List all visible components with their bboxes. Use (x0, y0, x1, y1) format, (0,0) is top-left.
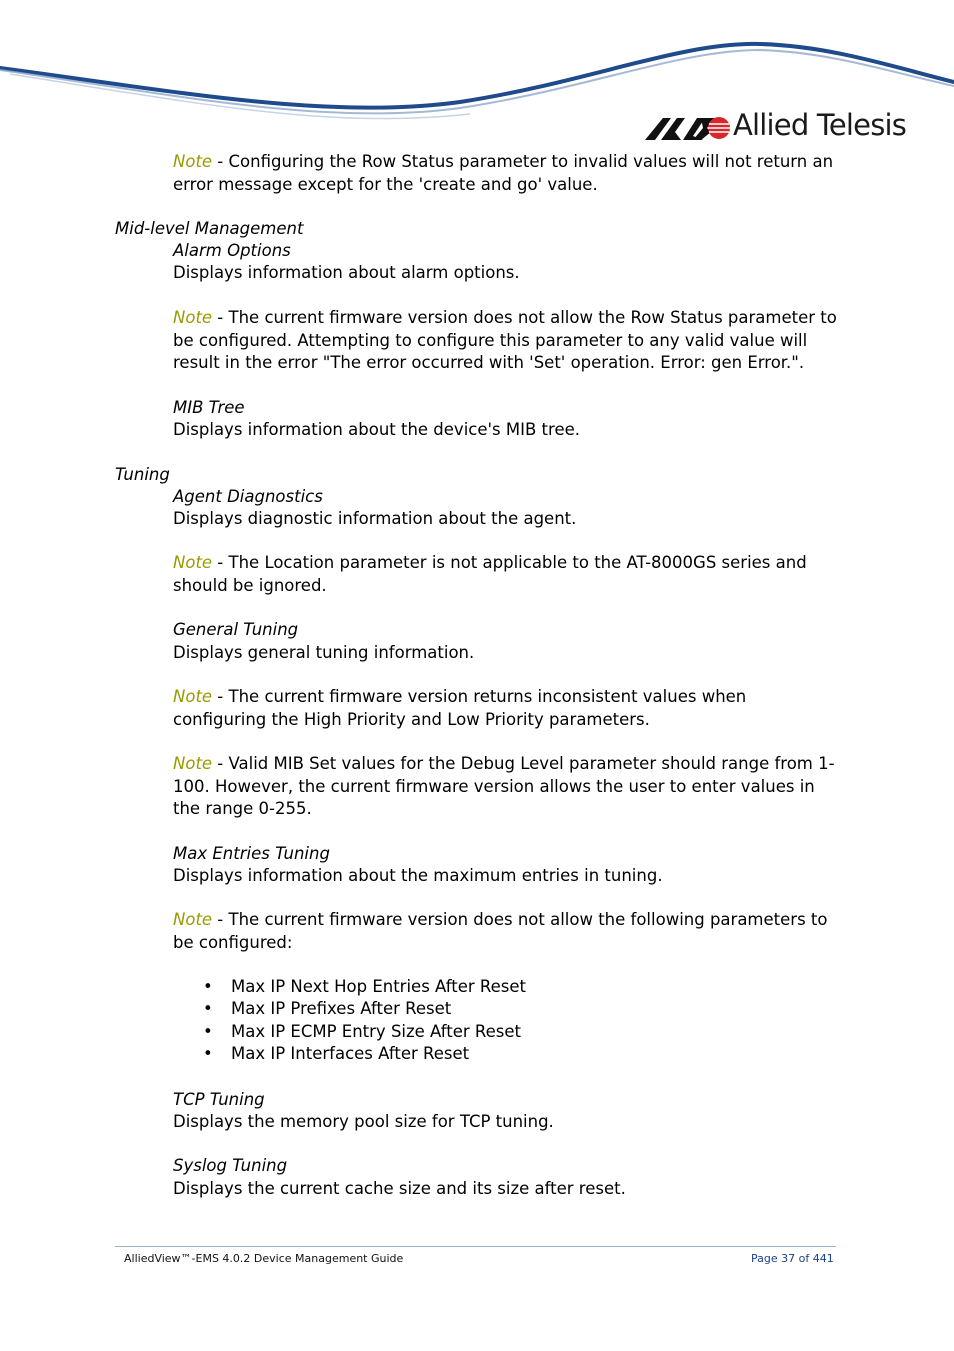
syslog-description: Displays the current cache size and its size after reset. (173, 1179, 626, 1198)
alarm-description: Displays information about alarm options. (173, 263, 520, 282)
agent-description: Displays diagnostic information about the agent. (173, 509, 577, 528)
footer-page-number: Page 37 of 441 (751, 1252, 834, 1265)
note-label: Note (173, 308, 213, 327)
subheading-tcp-tuning: TCP Tuning (173, 1090, 265, 1109)
note-label: Note (173, 553, 213, 572)
note-text: - Configuring the Row Status parameter to invalid values will not return an error message except for the 'create and go' value. (173, 152, 834, 194)
parameter-list (173, 976, 526, 1066)
list-item: • Max IP ECMP Entry Size After Reset (173, 1021, 526, 1043)
note-row-status-firmware (173, 307, 843, 375)
subheading-alarm-options: Alarm Options (173, 241, 291, 260)
general-description: Displays general tuning information. (173, 643, 475, 662)
note-text: - The Location parameter is not applicable to the AT-8000GS series and should be ignored. (173, 553, 807, 595)
note-debug-level (173, 753, 843, 821)
note-max-params (173, 909, 843, 954)
list-item: • Max IP Interfaces After Reset (173, 1043, 526, 1065)
max-description: Displays information about the maximum entries in tuning. (173, 866, 663, 885)
section-heading-tuning: Tuning (115, 465, 170, 484)
note-label: Note (173, 687, 213, 706)
note-label: Note (173, 754, 213, 773)
logo-mark-icon (645, 114, 731, 144)
subheading-general-tuning: General Tuning (173, 620, 299, 639)
note-priority (173, 686, 843, 731)
note-text: - Valid MIB Set values for the Debug Level parameter should range from 1-100. However, the current firmware version allows the user to enter values in the range 0-255. (173, 754, 835, 818)
mib-description: Displays information about the device's MIB tree. (173, 420, 580, 439)
subheading-max-entries: Max Entries Tuning (173, 844, 330, 863)
tcp-description: Displays the memory pool size for TCP tuning. (173, 1112, 554, 1131)
list-item: • Max IP Prefixes After Reset (173, 998, 526, 1020)
note-text: - The current firmware version does not allow the following parameters to be configured: (173, 910, 828, 952)
list-item: • Max IP Next Hop Entries After Reset (173, 976, 526, 998)
note-label: Note (173, 152, 213, 171)
subheading-syslog-tuning: Syslog Tuning (173, 1156, 288, 1175)
note-row-status (173, 151, 843, 196)
subheading-mib-tree: MIB Tree (173, 398, 245, 417)
note-label: Note (173, 910, 213, 929)
note-text: - The current firmware version returns inconsistent values when configuring the High Priority and Low Priority parameters. (173, 687, 747, 729)
section-heading-mid-level: Mid-level Management (115, 219, 304, 238)
company-logo (645, 108, 905, 148)
note-location (173, 552, 843, 597)
subheading-agent-diagnostics: Agent Diagnostics (173, 487, 323, 506)
logo-text: Allied Telesis (733, 108, 907, 142)
note-text: - The current firmware version does not allow the Row Status parameter to be configured. Attempting to configure this parameter to any valid value will result in the error "The error occurred with 'Set' operation. Error: gen Error.". (173, 308, 837, 372)
footer-doc-title: AlliedView™-EMS 4.0.2 Device Management Guide (124, 1252, 404, 1265)
footer-divider (115, 1246, 836, 1247)
